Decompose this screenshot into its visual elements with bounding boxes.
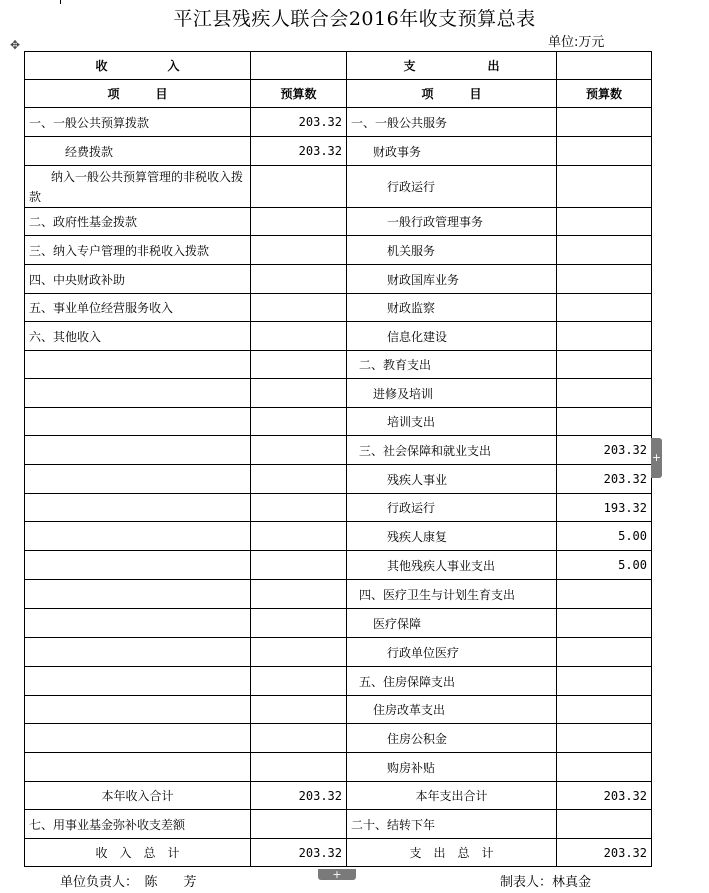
expense-value: 203.32 — [557, 465, 652, 494]
income-item — [25, 494, 251, 522]
table-row — [25, 667, 652, 696]
income-grand-total-label: 收 入 总 计 — [25, 839, 251, 867]
income-value — [251, 667, 347, 696]
carry-forward-label: 二十、结转下年 — [347, 810, 557, 839]
expense-item: 行政单位医疗 — [347, 638, 557, 667]
income-section-header: 收 入 — [25, 52, 251, 80]
income-item — [25, 436, 251, 465]
table-row — [25, 494, 652, 522]
expense-item: 三、社会保障和就业支出 — [347, 436, 557, 465]
header-row-columns — [25, 80, 652, 108]
expense-item: 购房补贴 — [347, 753, 557, 782]
income-value — [251, 236, 347, 265]
grand-total-row — [25, 839, 652, 867]
expense-grand-total-value: 203.32 — [557, 839, 652, 867]
expense-item: 一般行政管理事务 — [347, 208, 557, 236]
income-item: 经费拨款 — [25, 137, 251, 166]
income-item — [25, 753, 251, 782]
table-row — [25, 638, 652, 667]
expense-item: 医疗保障 — [347, 609, 557, 638]
income-item — [25, 638, 251, 667]
income-item — [25, 379, 251, 408]
year-total-row — [25, 782, 652, 810]
expense-value: 5.00 — [557, 522, 652, 551]
expense-value: 203.32 — [557, 436, 652, 465]
expense-item: 其他残疾人事业支出 — [347, 551, 557, 580]
table-row — [25, 137, 652, 166]
income-value — [251, 638, 347, 667]
income-value — [251, 609, 347, 638]
expense-value — [557, 322, 652, 351]
income-item-header: 项 目 — [25, 80, 251, 108]
table-row — [25, 166, 652, 208]
expense-item: 一、一般公共服务 — [347, 108, 557, 137]
income-item: 六、其他收入 — [25, 322, 251, 351]
budget-table-body — [25, 52, 652, 867]
table-move-handle-icon[interactable]: ✥ — [9, 38, 21, 52]
expense-value — [557, 609, 652, 638]
expense-value — [557, 137, 652, 166]
table-row — [25, 724, 652, 753]
expense-value — [557, 408, 652, 436]
expense-item: 残疾人康复 — [347, 522, 557, 551]
year-expense-total-label: 本年支出合计 — [347, 782, 557, 810]
table-row — [25, 465, 652, 494]
income-value — [251, 696, 347, 724]
year-income-total-value: 203.32 — [251, 782, 347, 810]
table-row — [25, 551, 652, 580]
income-item — [25, 724, 251, 753]
expense-value — [557, 166, 652, 208]
header-row-sections — [25, 52, 652, 80]
expense-item: 五、住房保障支出 — [347, 667, 557, 696]
income-value — [251, 208, 347, 236]
income-budget-header: 预算数 — [251, 80, 347, 108]
expense-item: 四、医疗卫生与计划生育支出 — [347, 580, 557, 609]
fund-offset-value — [251, 810, 347, 839]
expense-item: 住房公积金 — [347, 724, 557, 753]
income-grand-total-value: 203.32 — [251, 839, 347, 867]
carry-forward-value — [557, 810, 652, 839]
year-income-total-label: 本年收入合计 — [25, 782, 251, 810]
income-item — [25, 408, 251, 436]
expense-item: 行政运行 — [347, 166, 557, 208]
table-row — [25, 208, 652, 236]
income-value — [251, 580, 347, 609]
income-item: 三、纳入专户管理的非税收入拨款 — [25, 236, 251, 265]
table-row — [25, 696, 652, 724]
income-item: 四、中央财政补助 — [25, 265, 251, 294]
expense-value — [557, 696, 652, 724]
expense-value — [557, 265, 652, 294]
table-row — [25, 609, 652, 638]
table-row — [25, 351, 652, 379]
expense-item: 进修及培训 — [347, 379, 557, 408]
expense-item-header: 项 目 — [347, 80, 557, 108]
income-item — [25, 696, 251, 724]
income-value — [251, 294, 347, 322]
table-row — [25, 408, 652, 436]
expense-item: 二、教育支出 — [347, 351, 557, 379]
expense-value — [557, 236, 652, 265]
expense-value: 193.32 — [557, 494, 652, 522]
table-row — [25, 265, 652, 294]
income-value — [251, 436, 347, 465]
table-row — [25, 236, 652, 265]
unit-label: 单位:万元 — [548, 35, 605, 50]
expense-value — [557, 294, 652, 322]
income-value — [251, 522, 347, 551]
expense-item: 财政国库业务 — [347, 265, 557, 294]
empty-header-cell — [557, 52, 652, 80]
table-row — [25, 294, 652, 322]
income-value — [251, 465, 347, 494]
expense-value — [557, 208, 652, 236]
income-value — [251, 322, 347, 351]
expense-budget-header: 预算数 — [557, 80, 652, 108]
adjustment-row — [25, 810, 652, 839]
expense-item: 培训支出 — [347, 408, 557, 436]
expense-item: 财政事务 — [347, 137, 557, 166]
expense-value — [557, 667, 652, 696]
expense-value — [557, 379, 652, 408]
income-item — [25, 551, 251, 580]
income-value — [251, 351, 347, 379]
table-row — [25, 580, 652, 609]
table-row — [25, 322, 652, 351]
table-row — [25, 436, 652, 465]
income-item: 五、事业单位经营服务收入 — [25, 294, 251, 322]
year-expense-total-value: 203.32 — [557, 782, 652, 810]
table-row — [25, 108, 652, 137]
table-row — [25, 522, 652, 551]
income-item — [25, 522, 251, 551]
expense-value: 5.00 — [557, 551, 652, 580]
expense-value — [557, 753, 652, 782]
income-item — [25, 580, 251, 609]
income-item: 二、政府性基金拨款 — [25, 208, 251, 236]
income-value: 203.32 — [251, 137, 347, 166]
table-row — [25, 753, 652, 782]
income-item: 一、一般公共预算拨款 — [25, 108, 251, 137]
unit-responsible: 单位负责人： 陈 芳 — [60, 875, 197, 890]
expense-item: 行政运行 — [347, 494, 557, 522]
income-item — [25, 667, 251, 696]
income-item — [25, 465, 251, 494]
income-item: 纳入一般公共预算管理的非税收入拨款 — [25, 166, 251, 208]
empty-header-cell — [251, 52, 347, 80]
income-value — [251, 724, 347, 753]
income-value — [251, 408, 347, 436]
expense-item: 机关服务 — [347, 236, 557, 265]
page-title: 平江县残疾人联合会2016年收支预算总表 — [173, 8, 536, 30]
expense-item: 财政监察 — [347, 294, 557, 322]
table-row — [25, 379, 652, 408]
expense-value — [557, 638, 652, 667]
expense-section-header: 支 出 — [347, 52, 557, 80]
income-value — [251, 166, 347, 208]
insert-row-handle-icon[interactable]: + — [318, 869, 356, 880]
budget-table — [24, 51, 652, 867]
income-value — [251, 551, 347, 580]
table-preparer: 制表人：林真金 — [500, 875, 592, 890]
expense-item: 残疾人事业 — [347, 465, 557, 494]
expense-value — [557, 580, 652, 609]
fund-offset-label: 七、用事业基金弥补收支差额 — [25, 810, 251, 839]
expense-value — [557, 351, 652, 379]
expense-value — [557, 724, 652, 753]
income-item — [25, 351, 251, 379]
income-value — [251, 753, 347, 782]
income-item — [25, 609, 251, 638]
expense-grand-total-label: 支 出 总 计 — [347, 839, 557, 867]
expense-item: 信息化建设 — [347, 322, 557, 351]
income-value — [251, 265, 347, 294]
insert-column-handle-icon[interactable]: + — [651, 438, 662, 478]
income-value: 203.32 — [251, 108, 347, 137]
expense-item: 住房改革支出 — [347, 696, 557, 724]
expense-value — [557, 108, 652, 137]
income-value — [251, 379, 347, 408]
income-value — [251, 494, 347, 522]
